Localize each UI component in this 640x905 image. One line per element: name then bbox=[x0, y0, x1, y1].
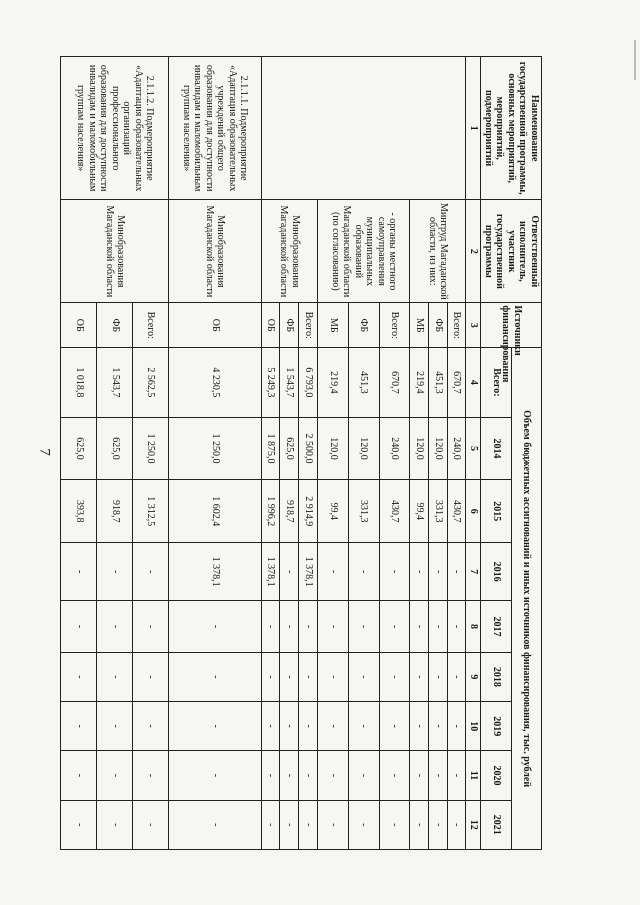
year-value-cell: - bbox=[410, 800, 429, 849]
year-value-cell: 918,7 bbox=[97, 480, 133, 543]
year-value-cell: 120,0 bbox=[429, 417, 448, 480]
year-value-cell: - bbox=[317, 652, 348, 701]
year-value-cell: - bbox=[133, 751, 169, 800]
executor-cell: Минтруд Магаданской области, из них: bbox=[410, 200, 466, 303]
year-value-cell: - bbox=[169, 702, 262, 751]
year-value-cell: - bbox=[429, 601, 448, 653]
total-value-cell: 1 543,7 bbox=[280, 348, 299, 417]
year-value-cell: - bbox=[447, 543, 466, 601]
financing-table-rotated bbox=[73, 56, 542, 850]
year-value-cell: - bbox=[261, 652, 280, 701]
year-value-cell: 1 250,0 bbox=[133, 417, 169, 480]
year-value-cell: - bbox=[447, 702, 466, 751]
total-value-cell: 451,3 bbox=[429, 348, 448, 417]
year-value-cell: - bbox=[299, 751, 318, 800]
page-number: 7 bbox=[36, 448, 53, 456]
year-value-cell: - bbox=[410, 652, 429, 701]
table-row bbox=[447, 57, 466, 850]
header-year: 2018 bbox=[481, 652, 511, 701]
year-value-cell: - bbox=[299, 652, 318, 701]
year-value-cell: - bbox=[410, 601, 429, 653]
year-value-cell: - bbox=[429, 751, 448, 800]
year-value-cell: - bbox=[61, 543, 97, 601]
year-value-cell: - bbox=[299, 800, 318, 849]
year-value-cell: 1 378,1 bbox=[261, 543, 280, 601]
year-value-cell: - bbox=[429, 702, 448, 751]
year-value-cell: - bbox=[169, 800, 262, 849]
source-cell: ФБ bbox=[97, 303, 133, 348]
column-number: 7 bbox=[466, 543, 481, 601]
year-value-cell: - bbox=[379, 702, 410, 751]
year-value-cell: 393,8 bbox=[61, 480, 97, 543]
financing-table bbox=[61, 56, 543, 850]
source-cell: ФБ bbox=[348, 303, 379, 348]
total-value-cell: 1 543,7 bbox=[97, 348, 133, 417]
year-value-cell: 331,3 bbox=[429, 480, 448, 543]
year-value-cell: - bbox=[348, 543, 379, 601]
year-value-cell: - bbox=[61, 702, 97, 751]
year-value-cell: 1 378,1 bbox=[169, 543, 262, 601]
year-value-cell: - bbox=[317, 601, 348, 653]
executor-cell: - органы местного самоуправления муниципальных образований Магаданской области (по согласованию) bbox=[317, 200, 410, 303]
header-year: 2020 bbox=[481, 751, 511, 800]
source-cell: Всего: bbox=[447, 303, 466, 348]
year-value-cell: - bbox=[169, 751, 262, 800]
year-value-cell: 240,0 bbox=[447, 417, 466, 480]
year-value-cell: - bbox=[97, 702, 133, 751]
year-value-cell: - bbox=[429, 800, 448, 849]
year-value-cell: 331,3 bbox=[348, 480, 379, 543]
year-value-cell: - bbox=[133, 601, 169, 653]
year-value-cell: - bbox=[348, 601, 379, 653]
year-value-cell: - bbox=[261, 800, 280, 849]
year-value-cell: 99,4 bbox=[317, 480, 348, 543]
source-cell: Всего: bbox=[299, 303, 318, 348]
total-value-cell: 670,7 bbox=[379, 348, 410, 417]
header-year: 2015 bbox=[481, 480, 511, 543]
year-value-cell: - bbox=[429, 543, 448, 601]
year-value-cell: - bbox=[447, 601, 466, 653]
measure-name-cell: 2.1.1.1. Подмероприятие «Адаптация образовательных учреждений общего образования для доступности инвалидам и маломобильным группам населения» bbox=[169, 57, 262, 200]
column-number: 12 bbox=[466, 800, 481, 849]
source-cell: ОБ bbox=[169, 303, 262, 348]
source-cell: Всего: bbox=[133, 303, 169, 348]
year-value-cell: 1 602,4 bbox=[169, 480, 262, 543]
year-value-cell: - bbox=[447, 652, 466, 701]
year-value-cell: - bbox=[410, 702, 429, 751]
column-number: 10 bbox=[466, 702, 481, 751]
year-value-cell: - bbox=[410, 543, 429, 601]
header-source: Источники финансирования bbox=[481, 303, 542, 348]
year-value-cell: - bbox=[280, 601, 299, 653]
year-value-cell: - bbox=[348, 751, 379, 800]
year-value-cell: - bbox=[379, 543, 410, 601]
year-value-cell: - bbox=[280, 702, 299, 751]
source-cell: ФБ bbox=[280, 303, 299, 348]
header-volume: Объем бюджетных ассигнований и иных источников финансирования, тыс. рублей bbox=[511, 348, 541, 850]
header-year: 2016 bbox=[481, 543, 511, 601]
year-value-cell: - bbox=[97, 543, 133, 601]
total-value-cell: 219,4 bbox=[317, 348, 348, 417]
total-value-cell: 4 230,5 bbox=[169, 348, 262, 417]
header-total: Всего: bbox=[481, 348, 511, 417]
year-value-cell: - bbox=[348, 800, 379, 849]
year-value-cell: 99,4 bbox=[410, 480, 429, 543]
column-number: 6 bbox=[466, 480, 481, 543]
header-year: 2021 bbox=[481, 800, 511, 849]
year-value-cell: - bbox=[379, 601, 410, 653]
header-year: 2019 bbox=[481, 702, 511, 751]
year-value-cell: - bbox=[261, 751, 280, 800]
year-value-cell: 625,0 bbox=[61, 417, 97, 480]
source-cell: МБ bbox=[317, 303, 348, 348]
year-value-cell: - bbox=[97, 601, 133, 653]
year-value-cell: - bbox=[317, 751, 348, 800]
total-value-cell: 1 018,8 bbox=[61, 348, 97, 417]
year-value-cell: - bbox=[280, 800, 299, 849]
year-value-cell: 625,0 bbox=[280, 417, 299, 480]
year-value-cell: - bbox=[379, 751, 410, 800]
year-value-cell: - bbox=[97, 751, 133, 800]
column-numbers-row bbox=[466, 57, 481, 850]
column-number: 2 bbox=[466, 200, 481, 303]
year-value-cell: 1 312,5 bbox=[133, 480, 169, 543]
total-value-cell: 5 249,3 bbox=[261, 348, 280, 417]
year-value-cell: - bbox=[133, 543, 169, 601]
total-value-cell: 670,7 bbox=[447, 348, 466, 417]
year-value-cell: - bbox=[61, 601, 97, 653]
year-value-cell: 430,7 bbox=[379, 480, 410, 543]
measure-name-cell: 2.1.1.2. Подмероприятие «Адаптация образовательных организаций профессионального образования для доступности инвалидам и маломобильным группам населения» bbox=[61, 57, 169, 200]
year-value-cell: - bbox=[447, 800, 466, 849]
year-value-cell: - bbox=[97, 652, 133, 701]
year-value-cell: - bbox=[61, 652, 97, 701]
source-cell: ОБ bbox=[261, 303, 280, 348]
year-value-cell: - bbox=[379, 652, 410, 701]
year-value-cell: - bbox=[379, 800, 410, 849]
year-value-cell: 918,7 bbox=[280, 480, 299, 543]
year-value-cell: - bbox=[447, 751, 466, 800]
year-value-cell: - bbox=[317, 800, 348, 849]
column-number: 1 bbox=[466, 57, 481, 200]
source-cell: ФБ bbox=[429, 303, 448, 348]
year-value-cell: - bbox=[61, 800, 97, 849]
year-value-cell: - bbox=[299, 702, 318, 751]
year-value-cell: - bbox=[97, 800, 133, 849]
total-value-cell: 6 793,0 bbox=[299, 348, 318, 417]
year-value-cell: - bbox=[261, 601, 280, 653]
total-value-cell: 451,3 bbox=[348, 348, 379, 417]
source-cell: Всего: bbox=[379, 303, 410, 348]
total-value-cell: 219,4 bbox=[410, 348, 429, 417]
year-value-cell: 240,0 bbox=[379, 417, 410, 480]
year-value-cell: - bbox=[410, 751, 429, 800]
executor-cell: Минобразования Магаданской области bbox=[169, 200, 262, 303]
year-value-cell: - bbox=[348, 652, 379, 701]
total-value-cell: 2 562,5 bbox=[133, 348, 169, 417]
column-number: 5 bbox=[466, 417, 481, 480]
year-value-cell: 1 378,1 bbox=[299, 543, 318, 601]
column-number: 3 bbox=[466, 303, 481, 348]
year-value-cell: - bbox=[299, 601, 318, 653]
year-value-cell: 1 250,0 bbox=[169, 417, 262, 480]
name-cell-empty bbox=[261, 57, 466, 200]
year-value-cell: 2 500,0 bbox=[299, 417, 318, 480]
column-number: 11 bbox=[466, 751, 481, 800]
column-number: 4 bbox=[466, 348, 481, 417]
year-value-cell: 625,0 bbox=[97, 417, 133, 480]
year-value-cell: - bbox=[317, 543, 348, 601]
year-value-cell: 120,0 bbox=[410, 417, 429, 480]
table-row bbox=[169, 57, 262, 850]
year-value-cell: 1 875,0 bbox=[261, 417, 280, 480]
year-value-cell: - bbox=[133, 652, 169, 701]
year-value-cell: - bbox=[133, 702, 169, 751]
source-cell: МБ bbox=[410, 303, 429, 348]
year-value-cell: 430,7 bbox=[447, 480, 466, 543]
year-value-cell: - bbox=[280, 652, 299, 701]
header-year: 2017 bbox=[481, 601, 511, 653]
year-value-cell: - bbox=[348, 702, 379, 751]
executor-cell: Минобразования Магаданской области bbox=[261, 200, 317, 303]
year-value-cell: - bbox=[261, 702, 280, 751]
year-value-cell: 1 996,2 bbox=[261, 480, 280, 543]
year-value-cell: - bbox=[280, 543, 299, 601]
year-value-cell: 2 914,9 bbox=[299, 480, 318, 543]
source-cell: ОБ bbox=[61, 303, 97, 348]
year-value-cell: - bbox=[280, 751, 299, 800]
year-value-cell: 120,0 bbox=[317, 417, 348, 480]
table-row bbox=[133, 57, 169, 850]
header-executor: Ответственный исполнитель, участник государственной программы bbox=[481, 200, 542, 303]
column-number: 8 bbox=[466, 601, 481, 653]
year-value-cell: - bbox=[317, 702, 348, 751]
header-name: Наименование государственной программы, основных мероприятий, мероприятий, подмероприятий bbox=[481, 57, 542, 200]
year-value-cell: - bbox=[429, 652, 448, 701]
year-value-cell: 120,0 bbox=[348, 417, 379, 480]
financing-table-wrap bbox=[73, 56, 542, 850]
executor-cell: Минобразования Магаданской области bbox=[61, 200, 169, 303]
scan-edge-mark bbox=[634, 40, 636, 80]
year-value-cell: - bbox=[169, 601, 262, 653]
year-value-cell: - bbox=[133, 800, 169, 849]
year-value-cell: - bbox=[61, 751, 97, 800]
column-number: 9 bbox=[466, 652, 481, 701]
year-value-cell: - bbox=[169, 652, 262, 701]
header-year: 2014 bbox=[481, 417, 511, 480]
